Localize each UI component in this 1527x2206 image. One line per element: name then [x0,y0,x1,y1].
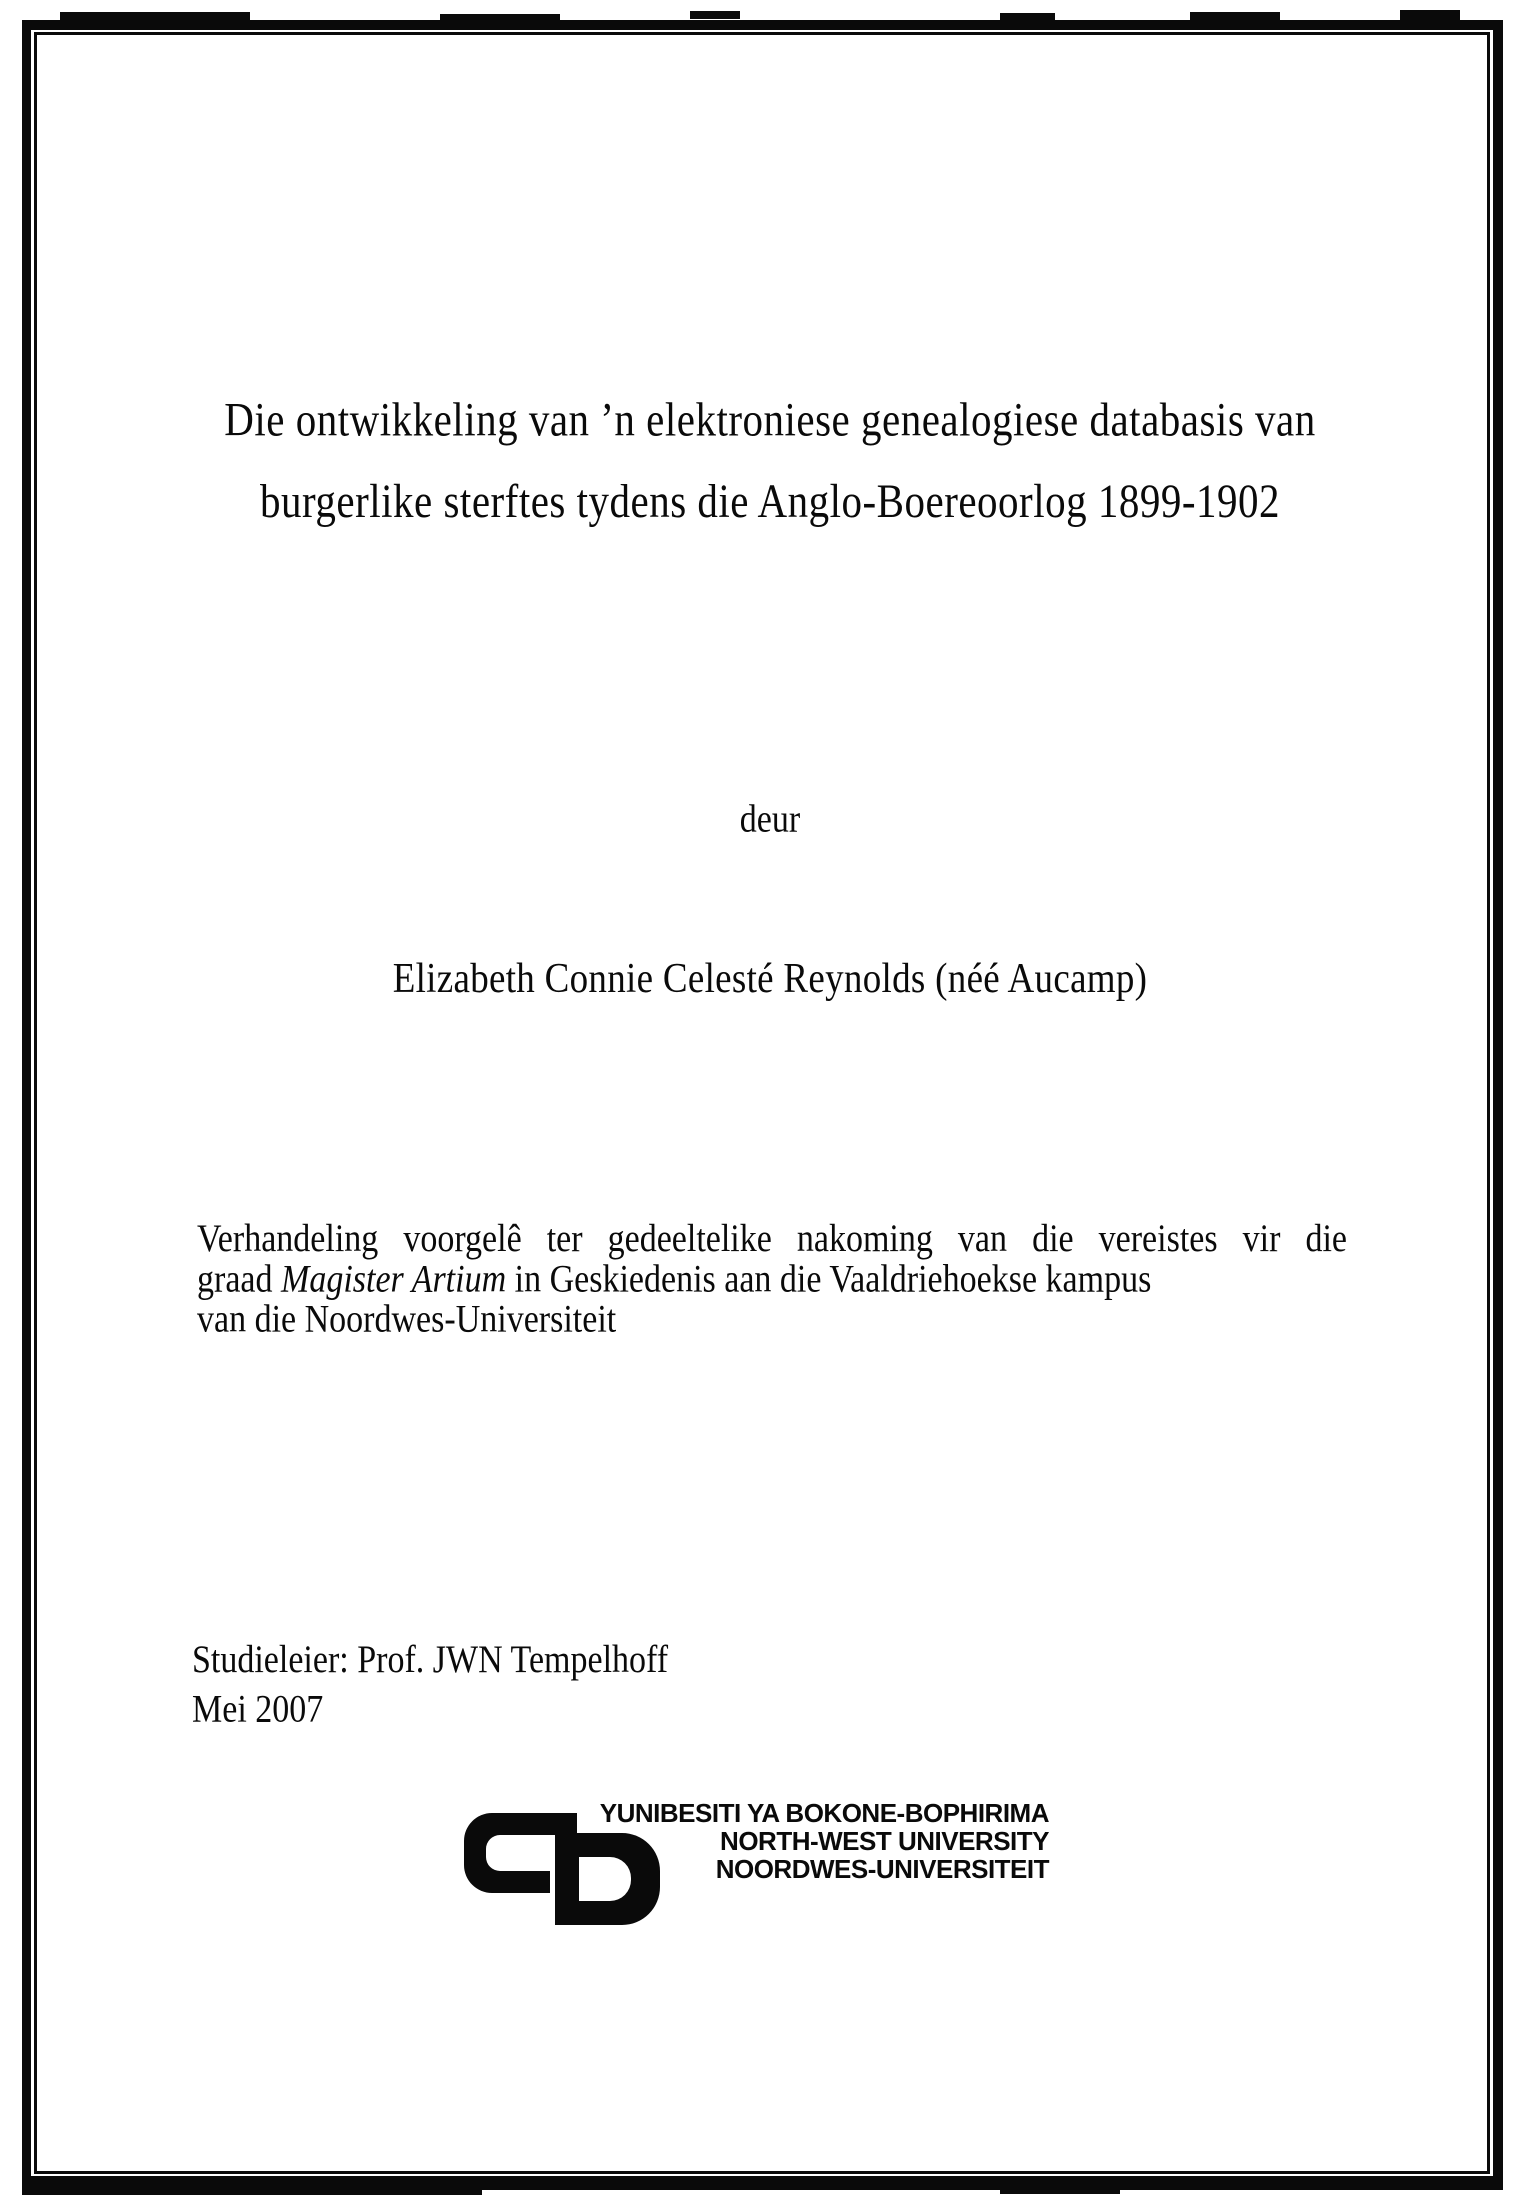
university-logo-text [585,1799,1049,1883]
degree-statement-line1: Verhandeling voorgelê ter gedeeltelike nakoming van die vereistes vir die [197,1217,1347,1261]
thesis-title-line1: Die ontwikkeling van ’n elektroniese genealogiese databasis van [224,392,1316,446]
logo-text-setswana: YUNIBESITI YA BOKONE-BOPHIRIMA [599,1798,1049,1828]
logo-text-afrikaans: NOORDWES-UNIVERSITEIT [715,1854,1049,1884]
degree-statement-line3: van die Noordwes-Universiteit [197,1298,617,1341]
degree-statement [197,1219,1347,1340]
thesis-title-line2: burgerlike sterftes tydens die Anglo-Boereoorlog 1899-1902 [259,474,1280,528]
university-logo [464,1795,1064,1995]
supervisor-block [192,1635,668,1734]
logo-text-english: NORTH-WEST UNIVERSITY [720,1826,1049,1856]
degree-statement-line2-prefix: graad [197,1258,282,1301]
degree-statement-line2 [197,1259,1347,1299]
degree-name: Magister Artium [281,1258,507,1301]
thesis-title [150,379,1390,542]
byline: deur [739,798,801,841]
date-line: Mei 2007 [192,1687,324,1731]
degree-statement-line2-suffix: in Geskiedenis aan die Vaaldriehoekse kampus [506,1258,1152,1301]
scan-artifact [690,11,740,19]
scan-artifact [1400,10,1460,20]
author-name: Elizabeth Connie Celesté Reynolds (néé Aucamp) [392,955,1148,1003]
supervisor-line: Studieleier: Prof. JWN Tempelhoff [192,1638,669,1681]
